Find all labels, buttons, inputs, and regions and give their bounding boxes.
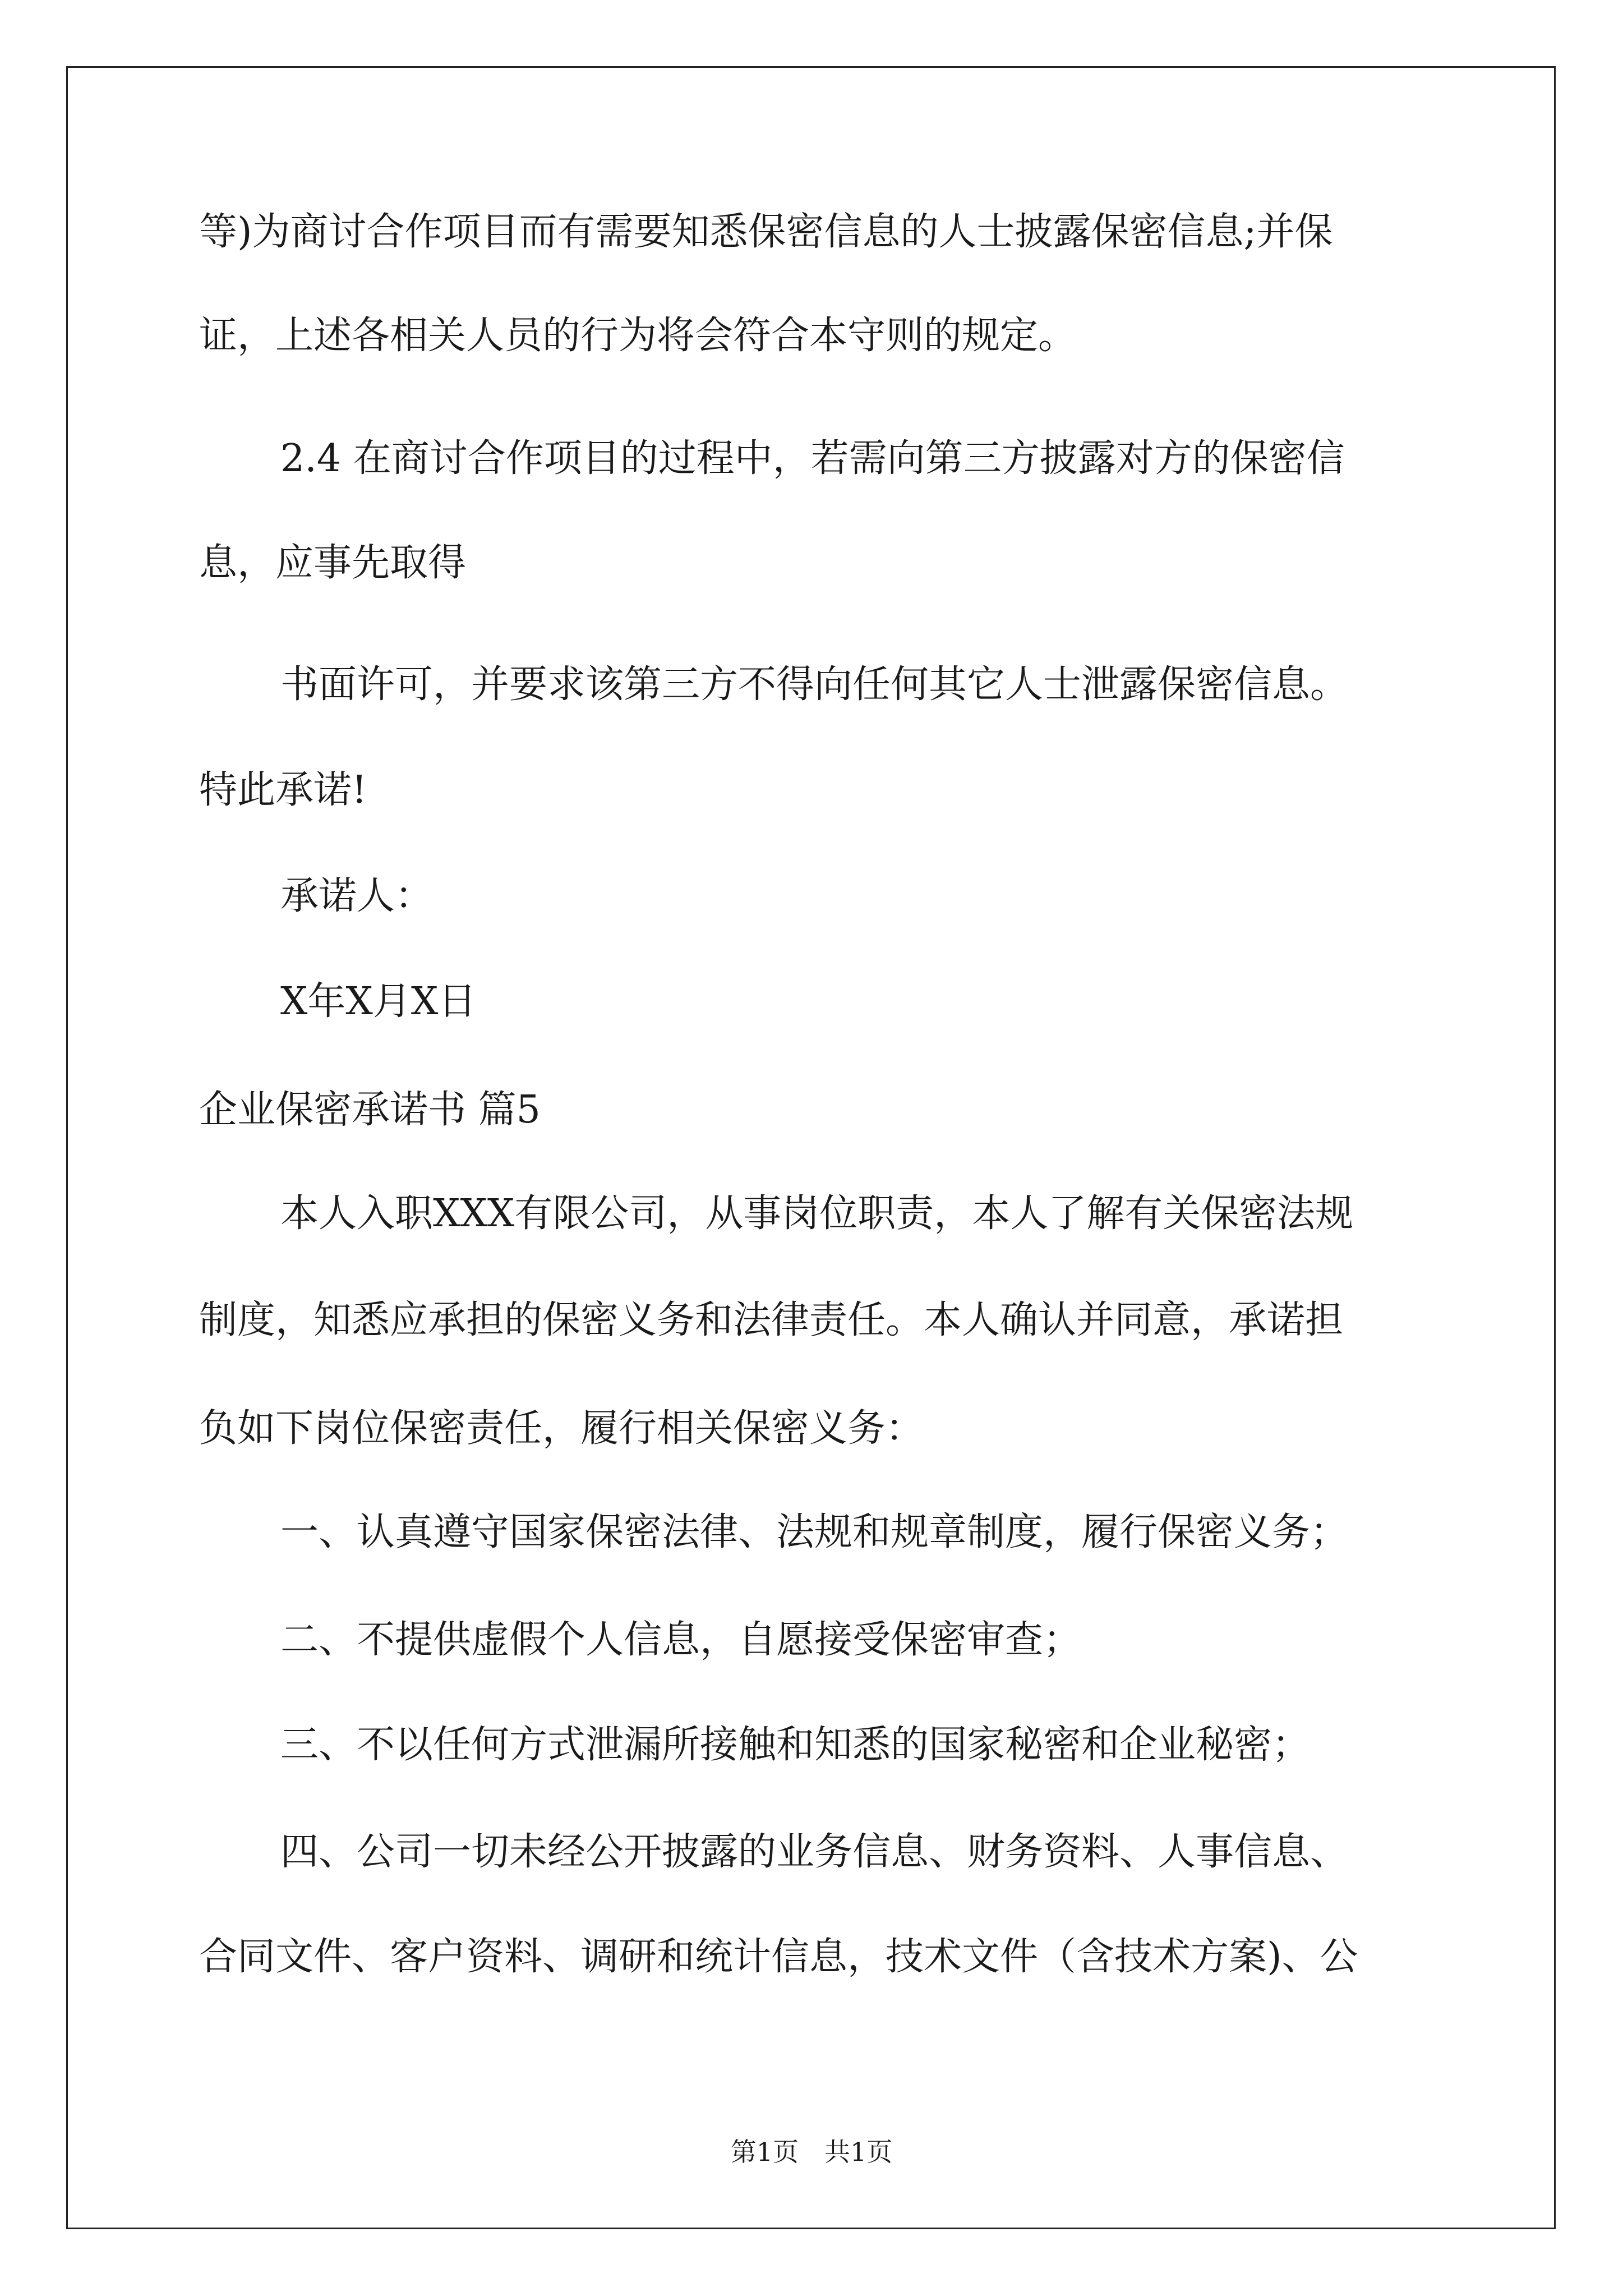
text-line: 本人入职XXX有限公司，从事岗位职责，本人了解有关保密法规 — [280, 1191, 1354, 1236]
text-line: 二、不提供虚假个人信息，自愿接受保密审查； — [280, 1618, 1082, 1662]
text-line: 2.4 在商讨合作项目的过程中，若需向第三方披露对方的保密信 — [280, 436, 1345, 481]
text-line: 息，应事先取得 — [199, 541, 467, 585]
text-line: 负如下岗位保密责任，履行相关保密义务： — [199, 1406, 924, 1451]
text-line: 等)为商讨合作项目而有需要知悉保密信息的人士披露保密信息;并保 — [199, 210, 1333, 254]
text-line: 合同文件、客户资料、调研和统计信息，技术文件（含技术方案)、公 — [199, 1935, 1358, 1979]
text-line: 四、公司一切未经公开披露的业务信息、财务资料、人事信息、 — [280, 1830, 1349, 1874]
section-heading: 企业保密承诺书 篇5 — [199, 1088, 541, 1132]
text-line: 三、不以任何方式泄漏所接触和知悉的国家秘密和企业秘密； — [280, 1723, 1311, 1767]
text-line: 书面许可，并要求该第三方不得向任何其它人士泄露保密信息。 — [280, 662, 1349, 707]
signatory-label: 承诺人： — [280, 874, 434, 918]
page-number: 第1页 共1页 — [730, 2137, 893, 2167]
text-line: 制度，知悉应承担的保密义务和法律责任。本人确认并同意，承诺担 — [199, 1298, 1344, 1342]
date-line: X年X月X日 — [280, 979, 477, 1024]
text-line: 特此承诺! — [199, 768, 367, 812]
text-line: 证，上述各相关人员的行为将会符合本守则的规定。 — [199, 314, 1077, 358]
page-border — [66, 66, 1556, 2229]
text-line: 一、认真遵守国家保密法律、法规和规章制度，履行保密义务； — [280, 1510, 1349, 1554]
